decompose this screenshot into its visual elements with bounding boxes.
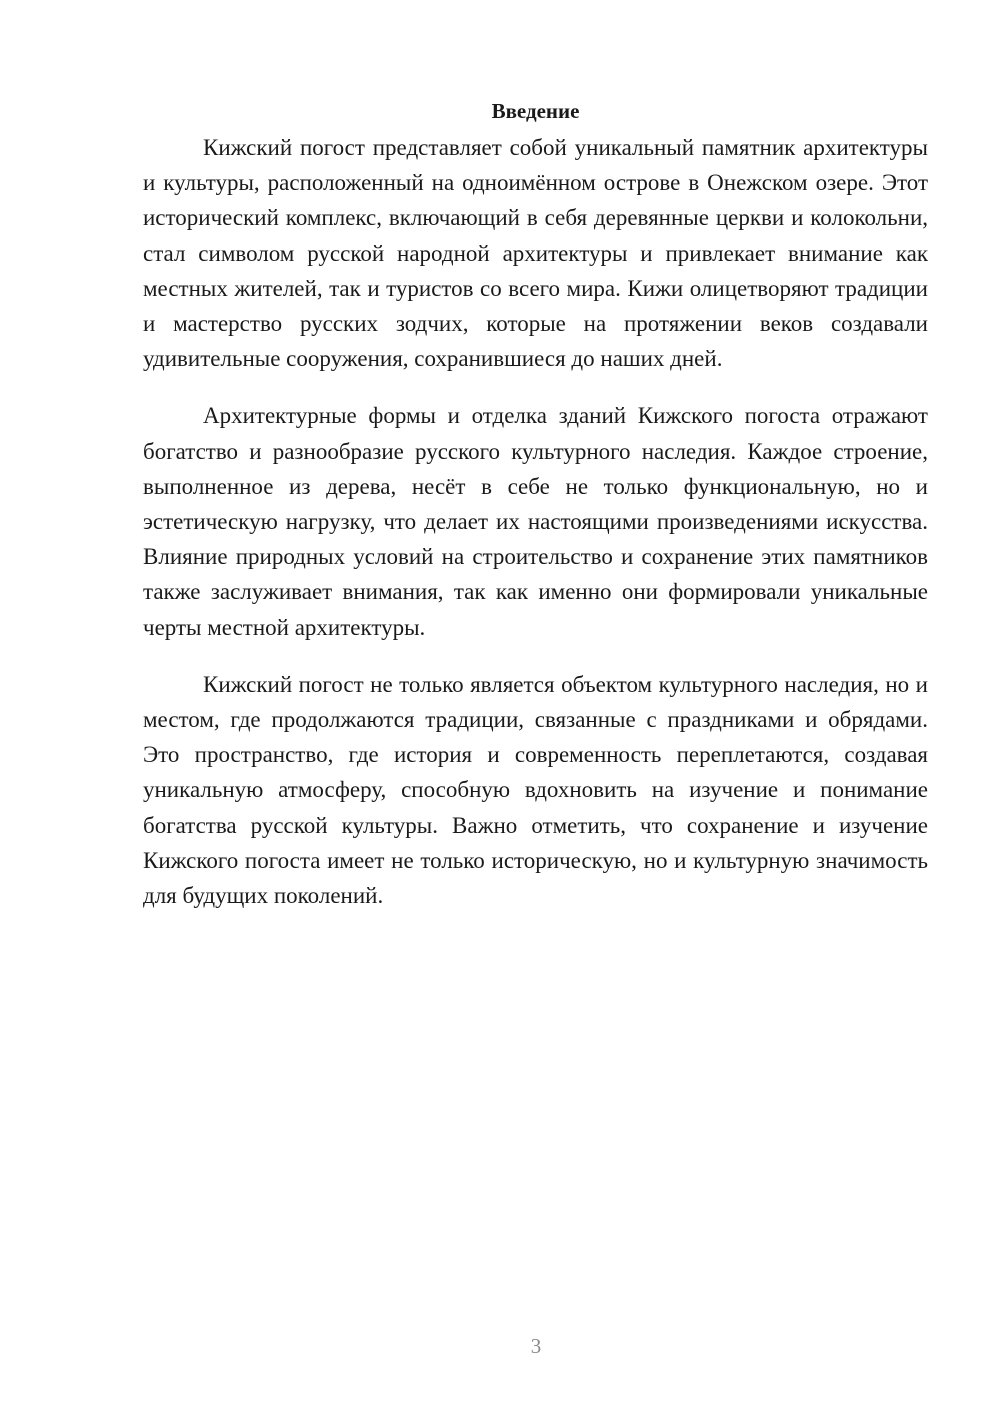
paragraph-1: Кижский погост представляет собой уникальный памятник архитектуры и культуры, расположенный на одноимённом острове в Онежском озере. Этот исторический комплекс, включающий в себя деревянные церкви и колокольни, стал символом русской народной архитектуры и привлекает внимание как местных жителей, так и туристов со всего мира. Кижи олицетворяют традиции и мастерство русских зодчих, которые на протяжении веков создавали удивительные сооружения, сохранившиеся до наших дней. <box>143 135 928 372</box>
paragraph-3: Кижский погост не только является объектом культурного наследия, но и местом, где продолжаются традиции, связанные с праздниками и обрядами. Это пространство, где история и современность переплетаются, создавая уникальную атмосферу, способную вдохновить на изучение и понимание богатства русской культуры. Важно отметить, что сохранение и изучение Кижского погоста имеет не только историческую, но и культурную значимость для будущих поколений. <box>143 671 928 909</box>
page-content <box>143 96 928 935</box>
section-title: Введение <box>491 99 580 123</box>
paragraph-2: Архитектурные формы и отделка зданий Кижского погоста отражают богатство и разнообразие русского культурного наследия. Каждое строение, выполненное из дерева, несёт в себе не только функциональную, но и эстетическую нагрузку, что делает их настоящими произведениями искусства. Влияние природных условий на строительство и сохранение этих памятников также заслуживает внимания, так как именно они формировали уникальные черты местной архитектуры. <box>143 403 928 640</box>
page-number: 3 <box>530 1334 542 1358</box>
